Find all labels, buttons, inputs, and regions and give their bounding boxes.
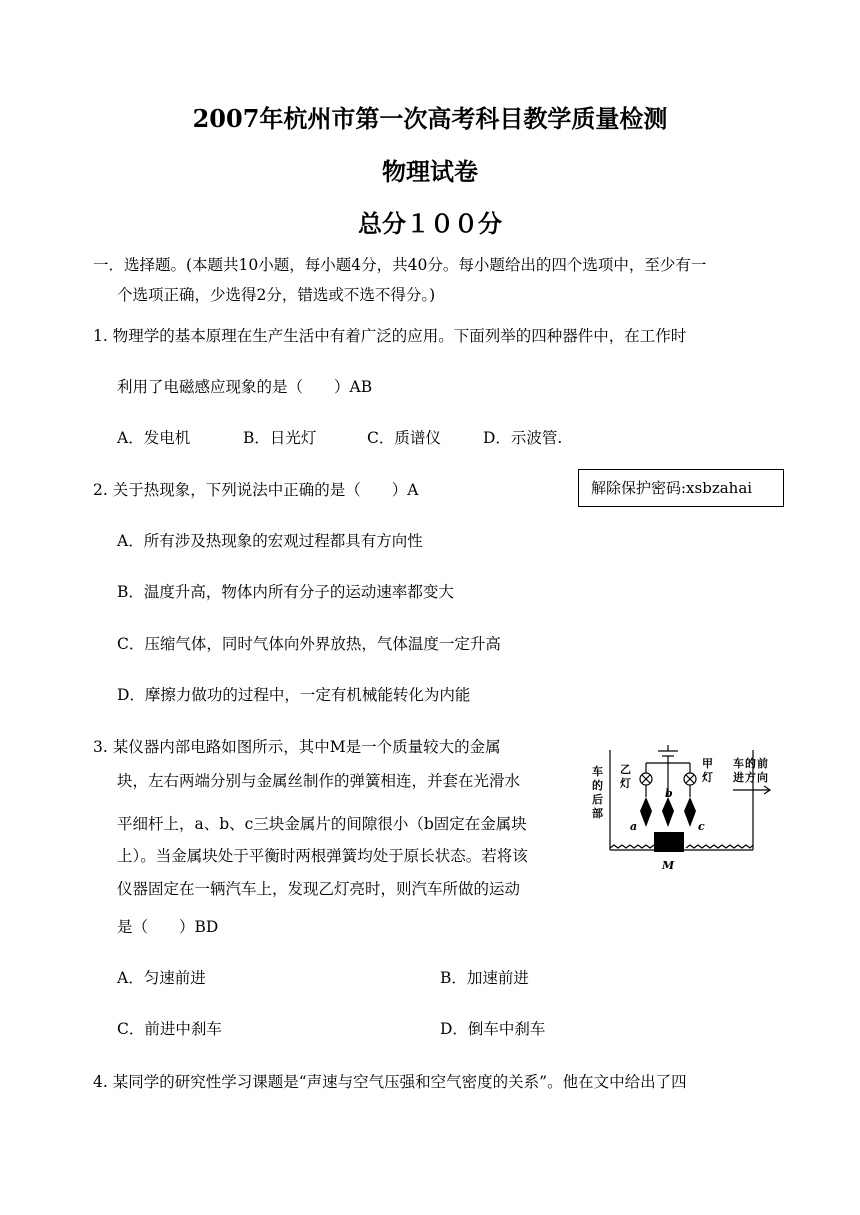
q1-option-c: C．质谱仪: [367, 429, 441, 447]
q3-option-b: B．加速前进: [440, 969, 529, 987]
plate-b-label: b: [665, 787, 673, 800]
right-label-3a: 前: [757, 757, 768, 770]
q3-option-c: C．前进中刹车: [117, 1020, 222, 1038]
left-label-3: 后: [592, 793, 603, 806]
q3-option-a: A．匀速前进: [117, 969, 206, 987]
q4-line1: 4. 某同学的研究性学习课题是“声速与空气压强和空气密度的关系”。他在文中给出了四: [93, 1073, 687, 1091]
page-subtitle: 物理试卷: [382, 157, 478, 186]
page-title: 2007年杭州市第一次高考科目教学质量检测: [192, 104, 668, 133]
q1-option-d: D．示波管.: [483, 429, 563, 447]
q2-option-d: D．摩擦力做功的过程中，一定有机械能转化为内能: [117, 686, 471, 704]
right-label-1b: 进: [733, 771, 744, 784]
right-label-2b: 方: [745, 771, 756, 784]
q1-line1: 1. 物理学的基本原理在生产生活中有着广泛的应用。下面列举的四种器件中，在工作时: [93, 327, 687, 345]
left-label-1: 车: [592, 765, 603, 778]
section-heading-line1: 一．选择题。(本题共10小题，每小题4分，共40分。每小题给出的四个选项中，至少有一: [93, 256, 707, 274]
right-label-3b: 向: [757, 771, 768, 784]
lamp-jia-2: 灯: [702, 771, 713, 784]
q1-option-a: A．发电机: [117, 429, 191, 447]
plate-a-label: a: [630, 820, 638, 833]
q1-option-b: B．日光灯: [243, 429, 317, 447]
block-m-label: M: [662, 859, 675, 872]
q2-line1: 2. 关于热现象，下列说法中正确的是（ ）A: [93, 481, 419, 499]
q3-line1: 3. 某仪器内部电路如图所示，其中M是一个质量较大的金属: [93, 738, 501, 756]
q2-option-a: A．所有涉及热现象的宏观过程都具有方向性: [117, 532, 423, 550]
q1-line2: 利用了电磁感应现象的是（ ）AB: [117, 378, 373, 396]
left-label-4: 部: [592, 807, 603, 820]
q3-line3: 平细杆上，a、b、c三块金属片的间隙很小（b固定在金属块: [117, 815, 527, 833]
unprotect-notice: 解除保护密码:xsbzahai: [578, 469, 784, 507]
circuit-diagram: [588, 735, 778, 875]
q3-option-d: D．倒车中刹车: [440, 1020, 546, 1038]
q3-line6: 是（ ）BD: [117, 918, 219, 936]
q3-line4: 上）。当金属块处于平衡时两根弹簧均处于原长状态。若将该: [117, 847, 528, 865]
total-score: 总分１００分: [358, 209, 502, 238]
lamp-jia-1: 甲: [702, 757, 713, 770]
plate-c-label: c: [698, 820, 705, 833]
q3-line5: 仪器固定在一辆汽车上，发现乙灯亮时，则汽车所做的运动: [117, 880, 521, 898]
section-heading-line2: 个选项正确，少选得2分，错选或不选不得分。): [117, 286, 436, 304]
q2-option-c: C．压缩气体，同时气体向外界放热，气体温度一定升高: [117, 635, 501, 653]
right-label-2a: 的: [745, 757, 756, 770]
q2-option-b: B．温度升高，物体内所有分子的运动速率都变大: [117, 583, 454, 601]
left-label-2: 的: [592, 779, 603, 792]
q3-line2: 块，左右两端分别与金属丝制作的弹簧相连，并套在光滑水: [117, 772, 521, 790]
right-label-1a: 车: [733, 757, 744, 770]
lamp-yi-2: 灯: [620, 777, 631, 790]
lamp-yi-1: 乙: [620, 763, 631, 776]
